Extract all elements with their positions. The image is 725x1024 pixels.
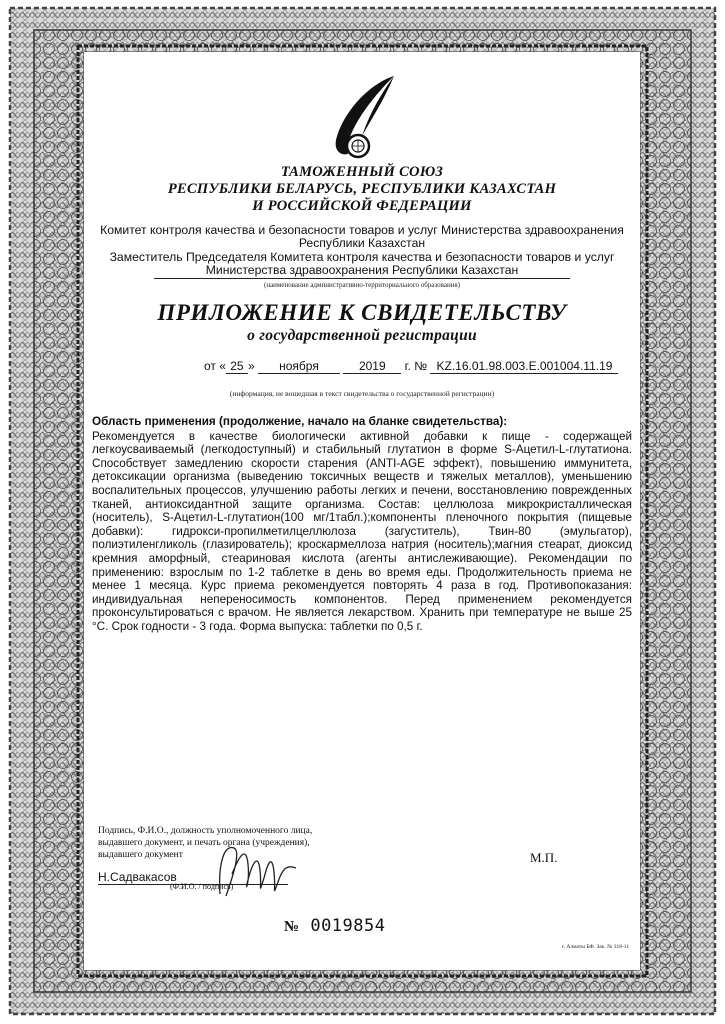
customs-union-emblem-icon [328,74,400,166]
year-suffix: г. [404,359,411,373]
registration-day: 25 [226,359,248,374]
quote-open: « [219,359,226,373]
serial-number-value: 0019854 [310,916,386,936]
document-subtitle: о государственной регистрации [247,327,477,344]
committee-line-1: Комитет контроля качества и безопасности товаров и услуг Министерства здравоохранения [100,223,624,237]
committee-caption: (наименование административно-территориального образования) [263,281,460,289]
application-body: Рекомендуется в качестве биологически активной добавки к пище - содержащей легкоусваиваемый (легкодоступный) и стабильный глутатион в форме S-Ацетил-L-глутатиона. Способствует замедлению скорости старения (ANTI-AGE эффект), повышению иммунитета, детоксикации организма (выведению токсичных веществ и тяжелых металлов), уменьшению воспалительных процессов, улучшению работы легких и печени, восстановлению поврежденных тканей, антиоксидантной защите организма. Состав: целлюлоза микрокристаллическая (носитель), S-Ацетил-L-глутатион(100 мг/1табл.);компоненты пленочного покрытия (пищевые добавки): гидрокси-пропилметилцеллюлоза (загуститель), Твин-80 (эмульгатор), полиэтиленгликоль (глазирователь); кроскармеллоза натрия (носитель);магния стеарат, диоксид кремния аморфный, стеариновая кислота (агенты антислеживающие). Рекомендации по применению: взрослым по 1-2 таблетке в день во время еды. Продолжительность приема не менее 1 месяца. Курс приема рекомендуется повторять 4 раза в год. Противопоказания: индивидуальная непереносимость компонентов. Перед применением рекомендуется проконсультироваться с врачом. Не является лекарством. Хранить при температуре не выше 25 °С. Срок годности - 3 года. Форма выпуска: таблетки по 0,5 г. [92,429,632,633]
stamp-place-label: М.П. [530,850,558,865]
committee-divider [154,278,570,279]
registration-line [204,359,644,374]
registration-caption: (информация, не вошедшая в текст свидетельства о государственной регистрации) [229,389,495,398]
union-name-line-2: РЕСПУБЛИКИ БЕЛАРУСЬ, РЕСПУБЛИКИ КАЗАХСТАН [167,181,557,197]
registration-month: ноября [258,359,340,374]
signature-caption-line-3: выдавшего документ [98,850,183,860]
registration-year: 2019 [343,359,401,374]
quote-close: » [247,359,255,373]
registration-number: KZ.16.01.98.003.E.001004.11.19 [430,359,618,374]
from-label: от [204,359,216,373]
union-name-line-3: И РОССИЙСКОЙ ФЕДЕРАЦИИ [252,198,472,214]
signature-caption-line-1: Подпись, Ф.И.О., должность уполномоченного лица, [98,826,313,836]
serial-number-sign: № [284,919,300,935]
serial-number [284,916,385,936]
certificate-page [84,52,640,970]
printer-note: г. Алматы БФ. Зак. № 318-11 [562,944,630,950]
union-name-line-1: ТАМОЖЕННЫЙ СОЮЗ [280,164,444,180]
application-heading: Область применения (продолжение, начало на бланке свидетельства): [92,415,508,428]
signature-caption-line-2: выдавшего документ, и печать органа (учреждения), [98,838,310,848]
document-title: ПРИЛОЖЕНИЕ К СВИДЕТЕЛЬСТВУ [157,300,567,325]
number-sign: № [414,359,428,373]
handwritten-signature [212,834,302,904]
committee-line-2: Республики Казахстан [298,236,426,250]
committee-line-4: Министерства здравоохранения Республики Казахстан [205,263,519,277]
committee-line-3: Заместитель Председателя Комитета контроля качества и безопасности товаров и услуг [109,250,615,264]
application-text [92,415,632,634]
signatory-name-caption: (Ф.И.О. / подпись) [170,882,234,891]
signatory-name: Н.Садвакасов [98,870,177,884]
